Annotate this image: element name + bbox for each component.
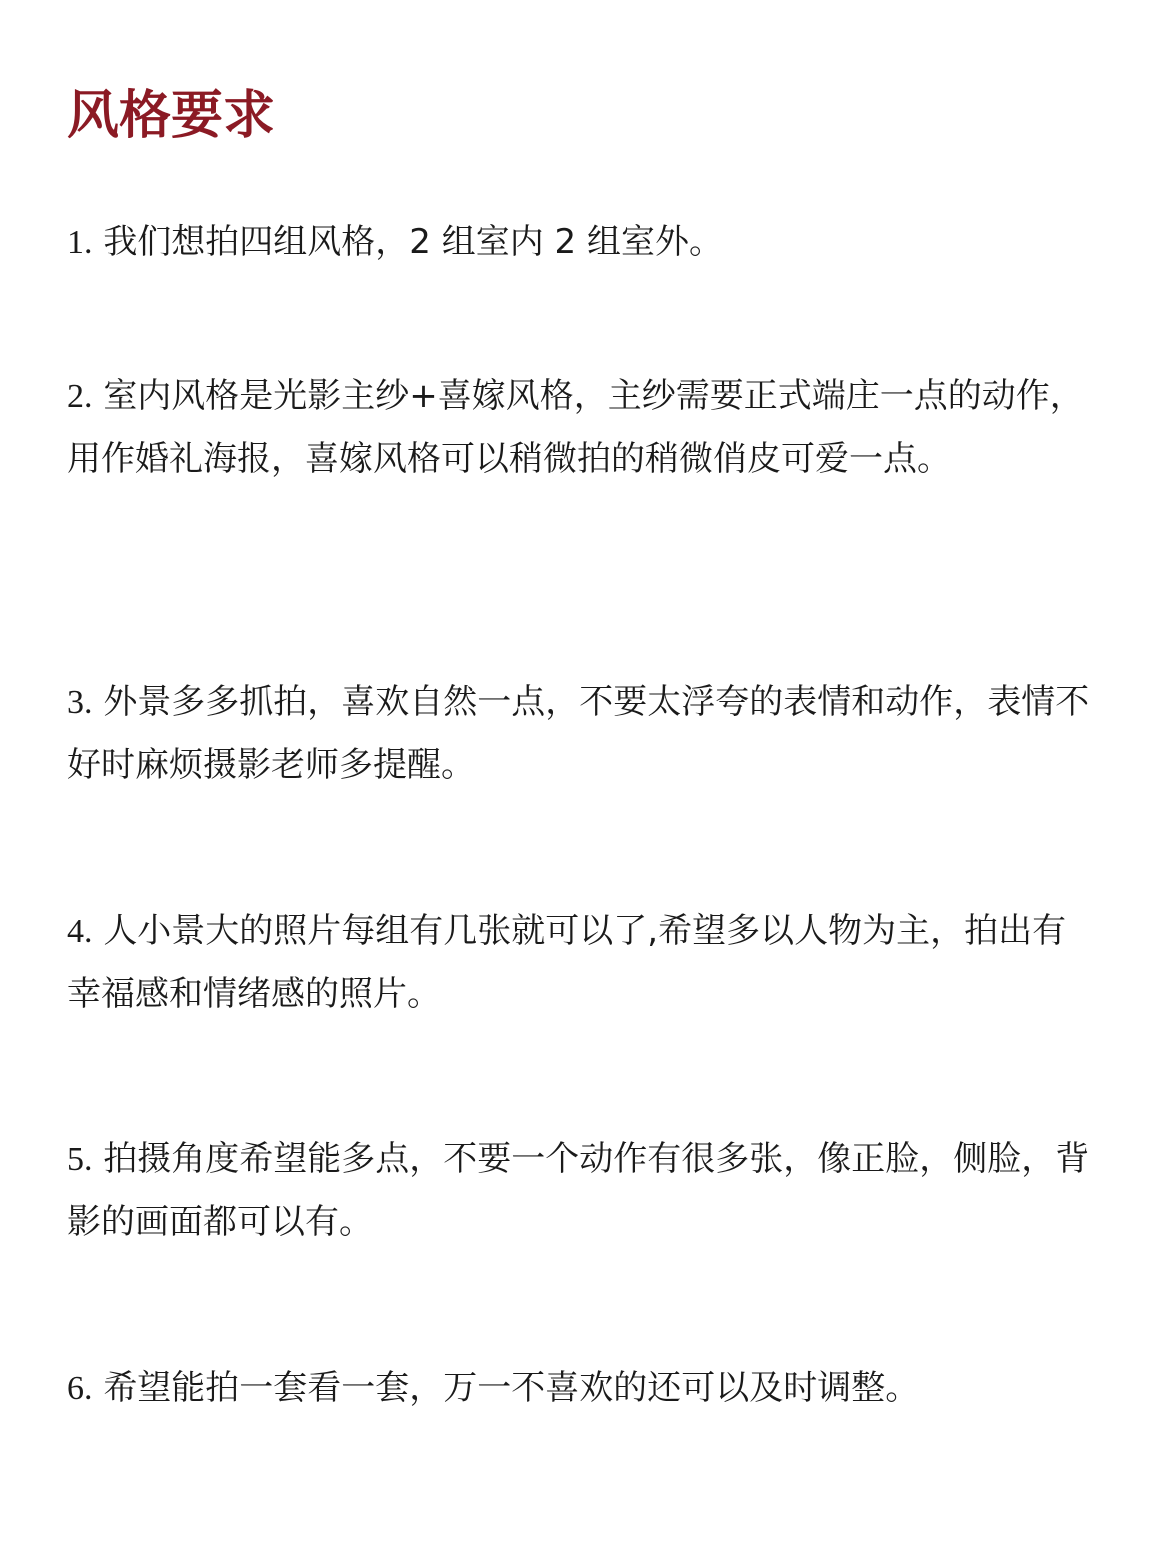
list-item <box>67 1128 1097 1253</box>
list-item-number: 5. <box>67 1141 93 1178</box>
list-item <box>67 900 1097 1025</box>
list-item-number: 6. <box>67 1370 93 1407</box>
list-item-number: 4. <box>67 913 93 950</box>
list-item <box>67 671 1097 796</box>
list-item-number: 1. <box>67 224 93 261</box>
list-item-text: 拍摄角度希望能多点，不要一个动作有很多张，像正脸，侧脸，背影的画面都可以有。 <box>67 1139 1090 1242</box>
list-item <box>67 211 1097 274</box>
list-item-text: 人小景大的照片每组有几张就可以了,希望多以人物为主，拍出有幸福感和情绪感的照片。 <box>67 911 1067 1014</box>
list-item <box>67 365 1097 490</box>
list-item-text: 室内风格是光影主纱+喜嫁风格，主纱需要正式端庄一点的动作，用作婚礼海报，喜嫁风格可以稍微拍的稍微俏皮可爱一点。 <box>67 376 1084 479</box>
list-item-number: 2. <box>67 378 93 415</box>
list-item-text: 我们想拍四组风格，2 组室内 2 组室外。 <box>103 222 723 262</box>
list-item-text: 外景多多抓拍，喜欢自然一点，不要太浮夸的表情和动作，表情不好时麻烦摄影老师多提醒。 <box>67 682 1090 785</box>
list-item-number: 3. <box>67 684 93 721</box>
page-title: 风格要求 <box>67 86 276 146</box>
list-item-text: 希望能拍一套看一套，万一不喜欢的还可以及时调整。 <box>103 1368 920 1408</box>
list-item <box>67 1357 1097 1420</box>
